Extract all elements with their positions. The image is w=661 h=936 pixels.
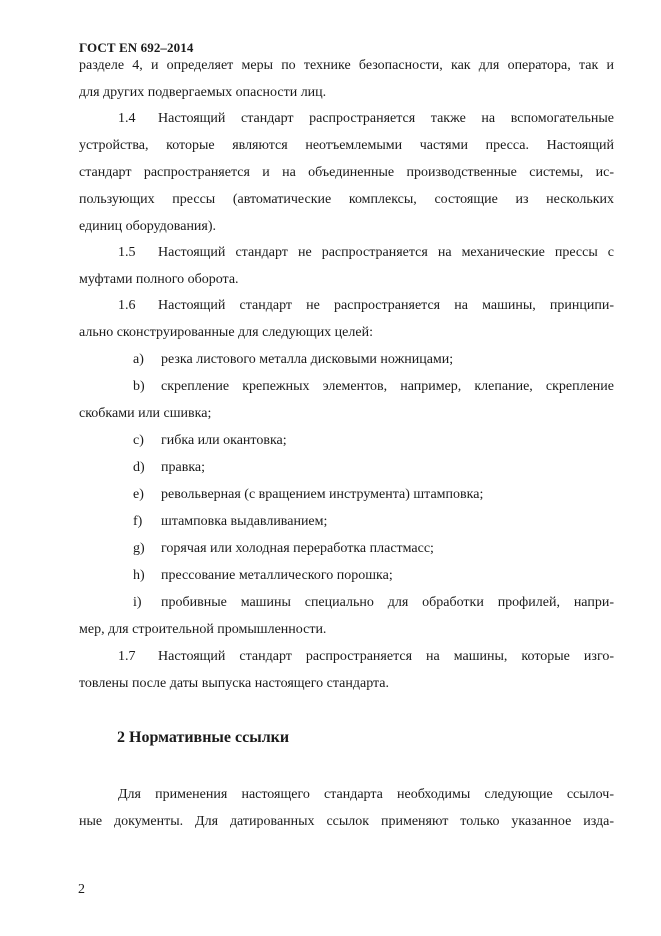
text-line: ально сконструированные для следующих целей: [79, 325, 373, 340]
list-item-text: гибка или окантовка; [161, 433, 287, 448]
clause-number: 1.5 [118, 245, 136, 260]
list-item-text: скрепление крепежных элементов, например, клепание, скрепление [161, 379, 614, 394]
page-number: 2 [78, 882, 85, 897]
list-marker: b) [133, 379, 145, 394]
clause-number: 1.7 [118, 649, 136, 664]
text-line: разделе 4, и определяет меры по технике безопасности, как для оператора, так и [79, 58, 614, 73]
list-marker: e) [133, 487, 144, 502]
text-line: пользующих прессы (автоматические комплексы, состоящие из нескольких [79, 192, 614, 207]
text-line: ные документы. Для датированных ссылок применяют только указанное изда- [79, 814, 614, 829]
list-item-text: правка; [161, 460, 206, 475]
text-line: товлены после даты выпуска настоящего стандарта. [79, 676, 390, 691]
list-item-text: мер, для строительной промышленности. [79, 622, 327, 637]
text-line: Для применения настоящего стандарта необходимы следующие ссылоч- [118, 787, 614, 802]
list-marker: g) [133, 541, 145, 556]
text-line: единиц оборудования). [79, 219, 217, 234]
list-marker: a) [133, 352, 144, 367]
list-marker: d) [133, 460, 145, 475]
text-line: для других подвергаемых опасности лиц. [79, 85, 327, 100]
list-item-text: резка листового металла дисковыми ножницами; [161, 352, 454, 367]
text-line: стандарт распространяется и на объединенные производственные системы, ис- [79, 165, 614, 180]
list-marker: c) [133, 433, 144, 448]
list-item-text: штамповка выдавливанием; [161, 514, 328, 529]
text-line: Настоящий стандарт распространяется также на вспомогательные [158, 111, 614, 126]
list-item-text: пробивные машины специально для обработки профилей, напри- [161, 595, 614, 610]
list-item-text: револьверная (с вращением инструмента) штамповка; [161, 487, 484, 502]
clause-number: 1.6 [118, 298, 136, 313]
list-item-text: скобками или сшивка; [79, 406, 212, 421]
text-line: Настоящий стандарт не распространяется на машины, принципи- [158, 298, 614, 313]
text-line: муфтами полного оборота. [79, 272, 239, 287]
list-item-text: прессование металлического порошка; [161, 568, 393, 583]
list-marker: f) [133, 514, 143, 529]
text-line: устройства, которые являются неотъемлемыми частями пресса. Настоящий [79, 138, 614, 153]
list-marker: i) [133, 595, 142, 610]
section-heading: 2 Нормативные ссылки [117, 729, 290, 746]
clause-number: 1.4 [118, 111, 136, 126]
list-item-text: горячая или холодная переработка пластмасс; [161, 541, 434, 556]
text-line: Настоящий стандарт не распространяется на механические прессы с [158, 245, 614, 260]
text-line: Настоящий стандарт распространяется на машины, которые изго- [158, 649, 614, 664]
list-marker: h) [133, 568, 145, 583]
document-header: ГОСТ EN 692–2014 [79, 40, 194, 55]
